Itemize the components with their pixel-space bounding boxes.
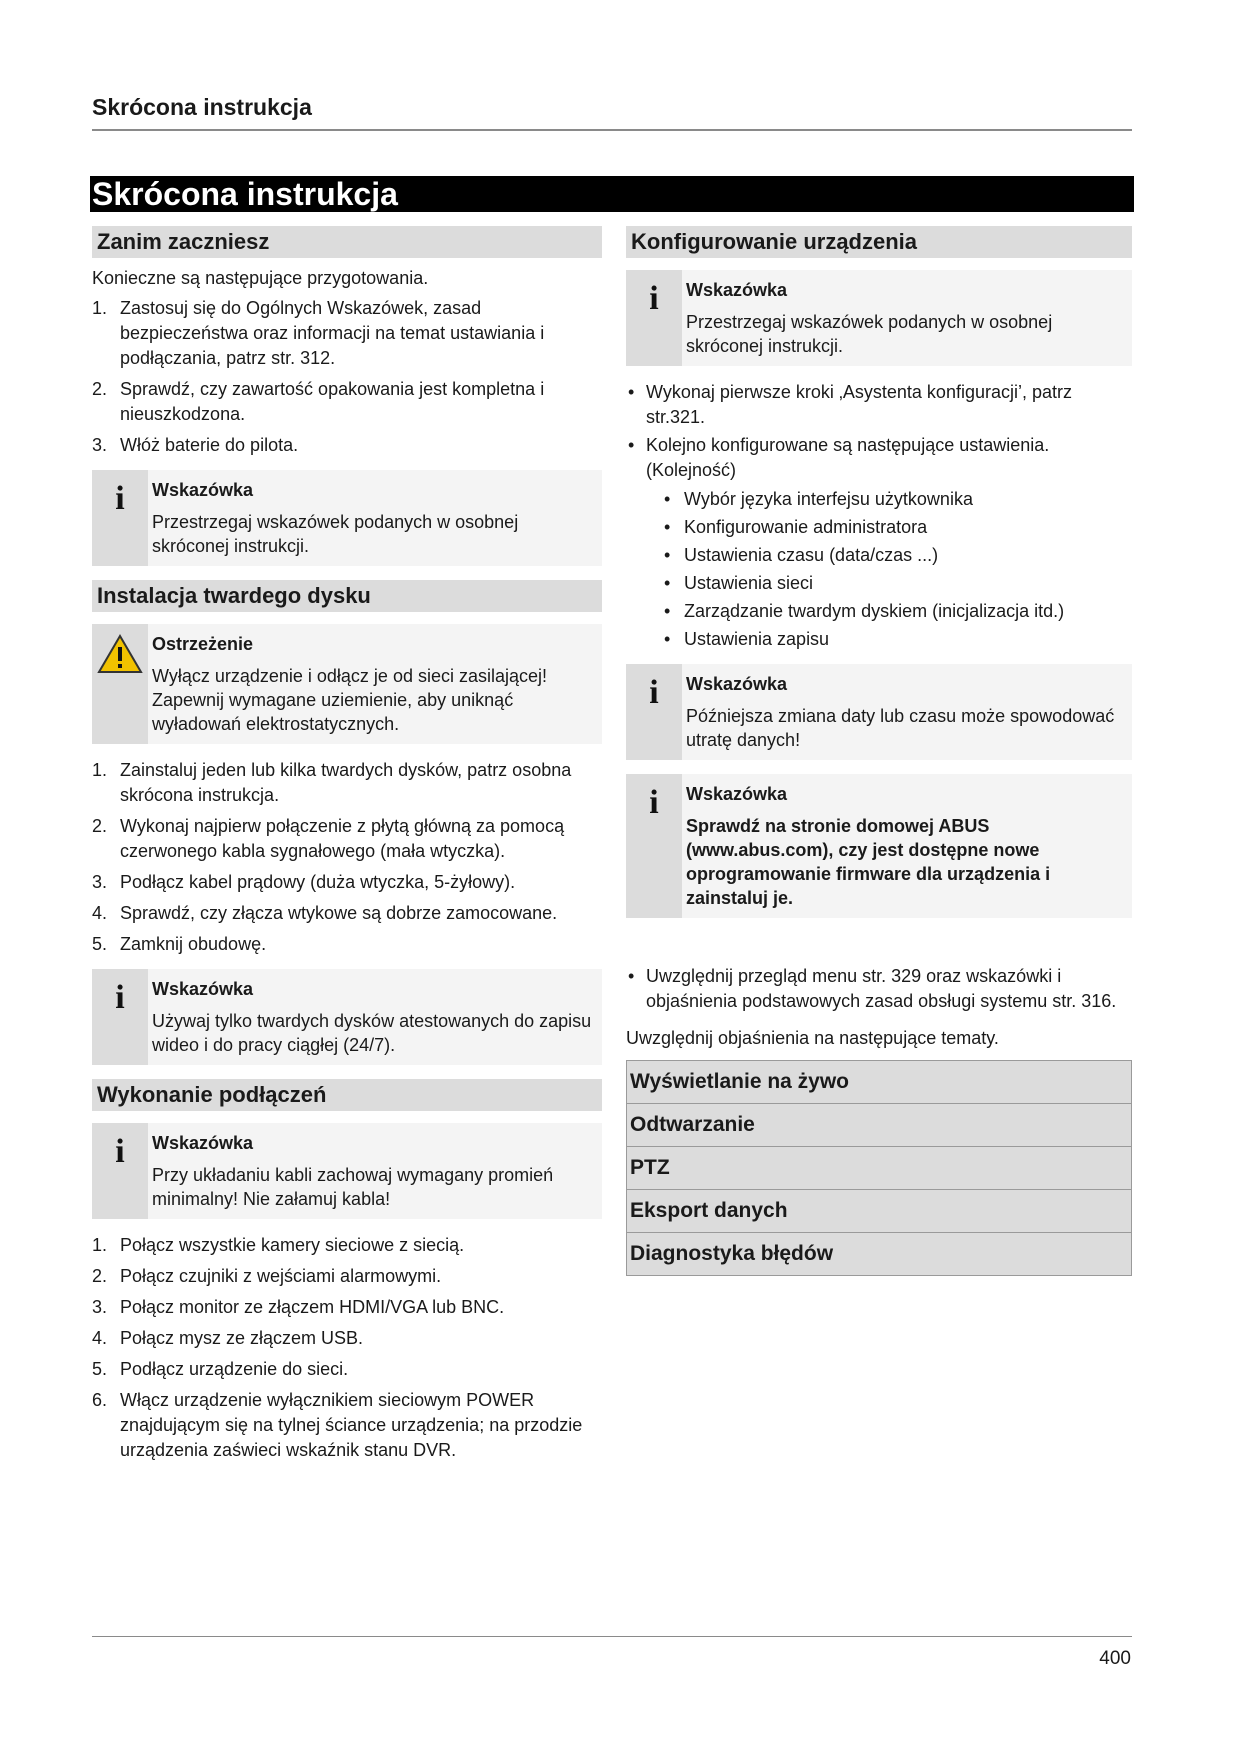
note-body: Wyłącz urządzenie i odłącz je od sieci zasilającej! Zapewnij wymagane uziemienie, aby uniknąć wyładowań elektrostatycznych. — [152, 666, 548, 734]
warning-icon — [97, 634, 143, 674]
topics-table — [626, 1060, 1132, 1276]
sub-list-item: • Wybór języka interfejsu użytkownika — [646, 487, 1132, 512]
warning-note — [92, 624, 602, 744]
info-icon: i — [649, 674, 659, 711]
header-divider — [92, 129, 1132, 131]
info-icon: i — [115, 480, 125, 517]
list-item: 2. Wykonaj najpierw połączenie z płytą główną za pomocą czerwonego kabla sygnałowego (mała wtyczka). — [92, 816, 565, 861]
note-title: Wskazówka — [686, 674, 788, 694]
note-body: Późniejsza zmiana daty lub czasu może spowodować utratę danych! — [686, 706, 1115, 750]
menu-overview-bullets — [626, 964, 1132, 1014]
list-item: • Kolejno konfigurowane są następujące ustawienia. (Kolejność) • Wybór języka interfejsu użytkownika • Konfigurowanie administratora • Ustawienia czasu (data/czas ...) • Ustawienia sieci • Zarządzanie twardym dyskiem (inicjalizacja itd.) • Ustawienia zapisu — [626, 433, 1132, 652]
info-note — [626, 664, 1132, 760]
note-title: Ostrzeżenie — [152, 634, 254, 654]
left-column — [92, 226, 602, 1473]
list-item: 4. Sprawdź, czy złącza wtykowe są dobrze zamocowane. — [92, 903, 558, 923]
list-item: 3. Podłącz kabel prądowy (duża wtyczka, 5-żyłowy). — [92, 872, 516, 892]
sub-list-item: • Zarządzanie twardym dyskiem (inicjalizacja itd.) — [646, 599, 1132, 624]
intro-text: Konieczne są następujące przygotowania. — [92, 268, 429, 288]
running-header: Skrócona instrukcja — [92, 94, 312, 120]
settings-sublist — [646, 487, 1132, 652]
page-number: 400 — [1099, 1648, 1131, 1669]
list-item: 6. Włącz urządzenie wyłącznikiem sieciowym POWER znajdującym się na tylnej ściance urządzenia; na przodzie urządzenia zaświeci wskaźnik stanu DVR. — [92, 1390, 583, 1460]
note-title: Wskazówka — [152, 480, 254, 500]
list-item: • Uwzględnij przegląd menu str. 329 oraz wskazówki i objaśnienia podstawowych zasad obsługi systemu str. 316. — [626, 964, 1132, 1014]
list-item: 5. Podłącz urządzenie do sieci. — [92, 1359, 349, 1379]
footer-divider — [92, 1636, 1132, 1637]
info-icon: i — [115, 1133, 125, 1170]
note-body: Przestrzegaj wskazówek podanych w osobnej skróconej instrukcji. — [686, 312, 1053, 356]
note-title: Wskazówka — [152, 979, 254, 999]
section-heading-hdd-install: Instalacja twardego dysku — [92, 580, 602, 612]
note-title: Wskazówka — [686, 784, 788, 804]
list-item: 1. Zainstaluj jeden lub kilka twardych dysków, patrz osobna skrócona instrukcja. — [92, 760, 572, 805]
sub-list-item: • Ustawienia czasu (data/czas ...) — [646, 543, 1132, 568]
info-note — [626, 774, 1132, 918]
section-heading-configure: Konfigurowanie urządzenia — [626, 226, 1132, 258]
info-note — [92, 969, 602, 1065]
topic-row: Odtwarzanie — [627, 1104, 1131, 1147]
note-body: Sprawdź na stronie domowej ABUS (www.abus.com), czy jest dostępne nowe oprogramowanie firmware dla urządzenia i zainstaluj je. — [686, 816, 1051, 908]
info-note — [626, 270, 1132, 366]
section-heading-connections: Wykonanie podłączeń — [92, 1079, 602, 1111]
sub-list-item: • Ustawienia zapisu — [646, 627, 1132, 652]
configure-bullets — [626, 380, 1132, 652]
topic-row: Wyświetlanie na żywo — [627, 1061, 1131, 1104]
sub-list-item: • Ustawienia sieci — [646, 571, 1132, 596]
list-item: 4. Połącz mysz ze złączem USB. — [92, 1328, 364, 1348]
list-item: 3. Włóż baterie do pilota. — [92, 435, 299, 455]
list-item: 2. Sprawdź, czy zawartość opakowania jest kompletna i nieuszkodzona. — [92, 379, 545, 424]
info-icon: i — [115, 979, 125, 1016]
info-note — [92, 470, 602, 566]
list-item: • Wykonaj pierwsze kroki ‚Asystenta konfiguracji’, patrz str.321. — [626, 380, 1132, 430]
list-item: 3. Połącz monitor ze złączem HDMI/VGA lub BNC. — [92, 1297, 505, 1317]
hdd-steps-list — [92, 758, 602, 957]
page-title: Skrócona instrukcja — [90, 176, 1134, 212]
note-title: Wskazówka — [686, 280, 788, 300]
note-body: Używaj tylko twardych dysków atestowanych do zapisu wideo i do pracy ciągłej (24/7). — [152, 1011, 592, 1055]
info-icon: i — [649, 784, 659, 821]
list-item: 1. Zastosuj się do Ogólnych Wskazówek, zasad bezpieczeństwa oraz informacji na temat ustawiania i podłączania, patrz str. 312. — [92, 298, 545, 368]
connection-steps-list — [92, 1233, 602, 1463]
info-icon: i — [649, 280, 659, 317]
list-item: 5. Zamknij obudowę. — [92, 934, 267, 954]
list-item: 2. Połącz czujniki z wejściami alarmowymi. — [92, 1266, 442, 1286]
note-title: Wskazówka — [152, 1133, 254, 1153]
section-heading-before-start: Zanim zaczniesz — [92, 226, 602, 258]
topics-intro: Uwzględnij objaśnienia na następujące tematy. — [626, 1028, 999, 1048]
note-body: Przestrzegaj wskazówek podanych w osobnej skróconej instrukcji. — [152, 512, 519, 556]
info-note — [92, 1123, 602, 1219]
right-column — [626, 226, 1132, 1276]
topic-row: Eksport danych — [627, 1190, 1131, 1233]
topic-row: Diagnostyka błędów — [627, 1233, 1131, 1275]
note-body: Przy układaniu kabli zachowaj wymagany promień minimalny! Nie załamuj kabla! — [152, 1165, 554, 1209]
topic-row: PTZ — [627, 1147, 1131, 1190]
sub-list-item: • Konfigurowanie administratora — [646, 515, 1132, 540]
list-item: 1. Połącz wszystkie kamery sieciowe z siecią. — [92, 1235, 465, 1255]
preparation-list — [92, 296, 602, 458]
